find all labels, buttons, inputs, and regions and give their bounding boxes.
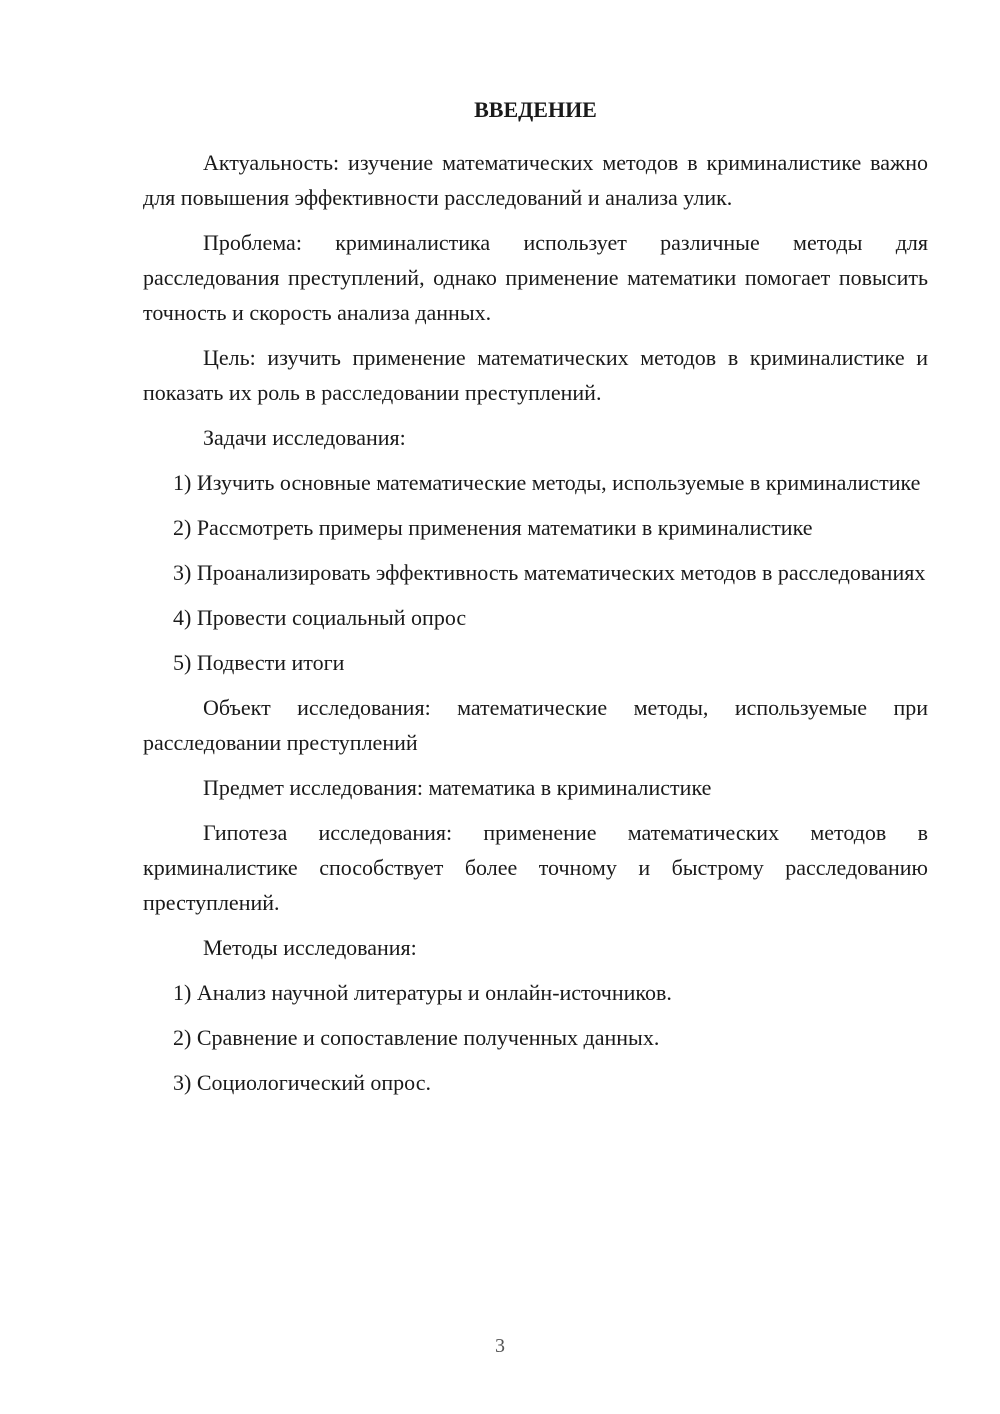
task-item: 2) Рассмотреть примеры применения математики в криминалистике xyxy=(173,515,813,540)
relevance-paragraph: Актуальность: изучение математических методов в криминалистике важно для повышения эффективности расследований и анализа улик. xyxy=(143,150,928,210)
page-number: 3 xyxy=(495,1335,505,1357)
tasks-heading: Задачи исследования: xyxy=(203,425,406,450)
task-item: 5) Подвести итоги xyxy=(173,650,345,675)
object-paragraph: Объект исследования: математические методы, используемые при расследовании преступлений xyxy=(143,695,928,755)
methods-heading: Методы исследования: xyxy=(203,935,417,960)
document-page xyxy=(143,95,928,1110)
subject-paragraph: Предмет исследования: математика в криминалистике xyxy=(203,775,712,800)
task-item: 3) Проанализировать эффективность математических методов в расследованиях xyxy=(173,560,926,585)
hypothesis-paragraph: Гипотеза исследования: применение математических методов в криминалистике способствует более точному и быстрому расследованию преступлений. xyxy=(143,820,928,915)
task-item: 1) Изучить основные математические методы, используемые в криминалистике xyxy=(173,470,921,495)
problem-paragraph: Проблема: криминалистика использует различные методы для расследования преступлений, однако применение математики помогает повысить точность и скорость анализа данных. xyxy=(143,230,928,325)
method-item: 2) Сравнение и сопоставление полученных данных. xyxy=(173,1025,660,1050)
task-item: 4) Провести социальный опрос xyxy=(173,605,467,630)
method-item: 1) Анализ научной литературы и онлайн-источников. xyxy=(173,980,672,1005)
method-item: 3) Социологический опрос. xyxy=(173,1070,431,1095)
section-title: ВВЕДЕНИЕ xyxy=(474,97,597,122)
goal-paragraph: Цель: изучить применение математических методов в криминалистике и показать их роль в расследовании преступлений. xyxy=(143,345,928,405)
